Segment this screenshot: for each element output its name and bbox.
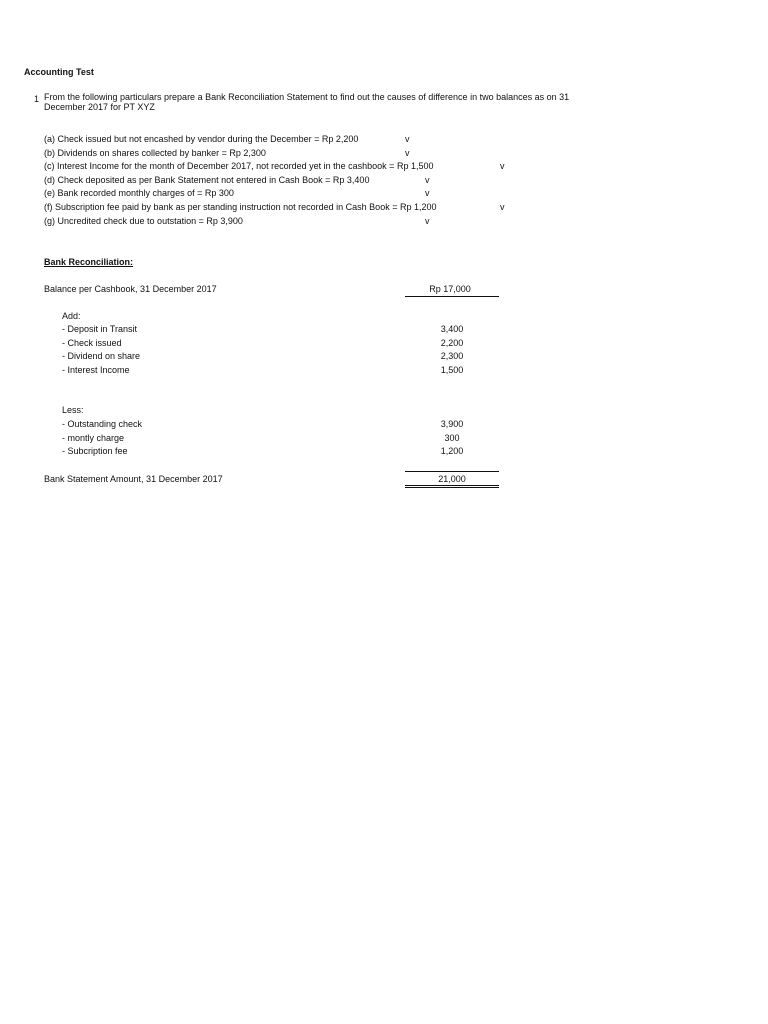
add-item-label: - Check issued <box>62 338 122 348</box>
add-item-value: 3,400 <box>440 324 464 334</box>
particular-b: (b) Dividends on shares collected by banker = Rp 2,300 <box>44 148 266 158</box>
double-underline-top <box>405 485 499 486</box>
question-number: 1 <box>34 94 40 104</box>
reconciliation-heading: Bank Reconciliation: <box>44 257 134 267</box>
opening-balance-value: Rp 17,000 <box>429 284 471 294</box>
divider-line <box>405 296 499 297</box>
divider-line <box>405 471 499 472</box>
add-item-label: - Deposit in Transit <box>62 324 138 334</box>
page-title: Accounting Test <box>24 67 94 77</box>
check-mark: v <box>425 188 430 198</box>
opening-balance-label: Balance per Cashbook, 31 December 2017 <box>44 284 217 294</box>
particular-c: (c) Interest Income for the month of December 2017, not recorded yet in the cashbook = Rp 1,500 <box>44 161 434 171</box>
add-item-value: 1,500 <box>440 365 464 375</box>
double-underline-bottom <box>405 487 499 488</box>
add-item-label: - Interest Income <box>62 365 130 375</box>
add-item-value: 2,200 <box>440 338 464 348</box>
less-item-value: 300 <box>444 433 460 443</box>
less-item-label: - Subcription fee <box>62 446 128 456</box>
less-item-label: - montly charge <box>62 433 125 443</box>
closing-balance-label: Bank Statement Amount, 31 December 2017 <box>44 474 223 484</box>
particular-d: (d) Check deposited as per Bank Statement not entered in Cash Book = Rp 3,400 <box>44 175 370 185</box>
less-item-value: 3,900 <box>440 419 464 429</box>
add-item-label: - Dividend on share <box>62 351 141 361</box>
particular-g: (g) Uncredited check due to outstation = Rp 3,900 <box>44 216 243 226</box>
add-item-value: 2,300 <box>440 351 464 361</box>
closing-balance-value: 21,000 <box>438 474 466 484</box>
check-mark: v <box>425 216 430 226</box>
check-mark: v <box>500 202 505 212</box>
less-item-label: - Outstanding check <box>62 419 143 429</box>
question-text-line-1: From the following particulars prepare a Bank Reconciliation Statement to find out the causes of difference in two balances as on 31 <box>44 92 570 102</box>
check-mark: v <box>500 161 505 171</box>
check-mark: v <box>405 148 410 158</box>
particular-f: (f) Subscription fee paid by bank as per standing instruction not recorded in Cash Book = Rp 1,200 <box>44 202 437 212</box>
question-text-line-2: December 2017 for PT XYZ <box>44 102 155 112</box>
less-item-value: 1,200 <box>440 446 464 456</box>
particular-a: (a) Check issued but not encashed by vendor during the December = Rp 2,200 <box>44 134 359 144</box>
add-label: Add: <box>62 311 81 321</box>
check-mark: v <box>425 175 430 185</box>
particular-e: (e) Bank recorded monthly charges of = Rp 300 <box>44 188 234 198</box>
check-mark: v <box>405 134 410 144</box>
less-label: Less: <box>62 405 84 415</box>
